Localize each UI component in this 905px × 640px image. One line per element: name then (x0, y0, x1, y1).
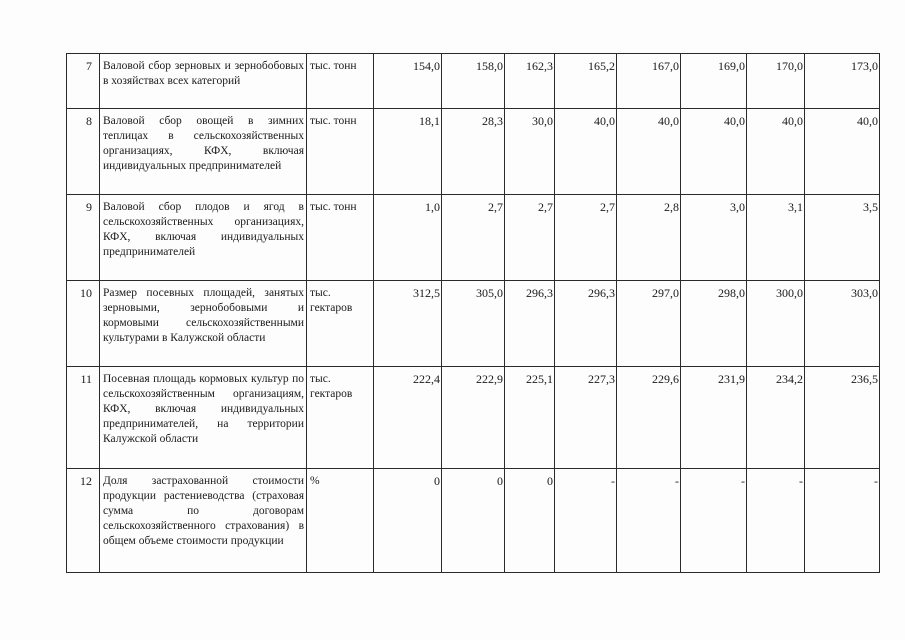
table-row (67, 469, 880, 573)
value-cell: 231,9 (681, 367, 747, 469)
row-number: 8 (67, 109, 100, 195)
value-cell: 2,7 (442, 195, 505, 281)
unit-cell: % (307, 469, 374, 573)
value-cell: 296,3 (505, 281, 555, 367)
indicator-name: Доля застрахованной стоимости продукции растениеводства (страховая сумма по договорам сельскохозяйственного страхования) в общем объеме стоимости продукции (100, 469, 307, 573)
value-cell: 170,0 (747, 54, 805, 109)
value-cell: 236,5 (805, 367, 880, 469)
value-cell: 2,7 (505, 195, 555, 281)
unit-cell: тыс. тонн (307, 109, 374, 195)
value-cell: 40,0 (681, 109, 747, 195)
table-row (67, 281, 880, 367)
value-cell: 300,0 (747, 281, 805, 367)
unit-cell: тыс. тонн (307, 195, 374, 281)
value-cell: 40,0 (805, 109, 880, 195)
value-cell: 227,3 (555, 367, 617, 469)
value-cell: 40,0 (617, 109, 681, 195)
value-cell: 225,1 (505, 367, 555, 469)
value-cell: 1,0 (374, 195, 442, 281)
value-cell: 28,3 (442, 109, 505, 195)
value-cell: 0 (505, 469, 555, 573)
value-cell: 3,5 (805, 195, 880, 281)
value-cell: 298,0 (681, 281, 747, 367)
value-cell: - (805, 469, 880, 573)
value-cell: 222,9 (442, 367, 505, 469)
value-cell: 297,0 (617, 281, 681, 367)
value-cell: 222,4 (374, 367, 442, 469)
value-cell: 2,7 (555, 195, 617, 281)
value-cell: 162,3 (505, 54, 555, 109)
indicators-table (66, 53, 880, 573)
value-cell: 3,0 (681, 195, 747, 281)
value-cell: - (617, 469, 681, 573)
value-cell: 229,6 (617, 367, 681, 469)
value-cell: 173,0 (805, 54, 880, 109)
table-row (67, 109, 880, 195)
indicator-name: Валовой сбор овощей в зимних теплицах в сельскохозяйственных организациях, КФХ, включая индивидуальных предпринимателей (100, 109, 307, 195)
value-cell: 169,0 (681, 54, 747, 109)
unit-cell: тыс. гектаров (307, 281, 374, 367)
value-cell: 40,0 (555, 109, 617, 195)
table-row (67, 54, 880, 109)
value-cell: 296,3 (555, 281, 617, 367)
value-cell: 305,0 (442, 281, 505, 367)
indicator-name: Валовой сбор зерновых и зернобобовых в хозяйствах всех категорий (100, 54, 307, 109)
value-cell: 165,2 (555, 54, 617, 109)
value-cell: 303,0 (805, 281, 880, 367)
indicator-name: Посевная площадь кормовых культур по сельскохозяйственным организациям, КФХ, включая индивидуальных предпринимателей, на территории Калужской области (100, 367, 307, 469)
indicator-name: Размер посевных площадей, занятых зерновыми, зернобобовыми и кормовыми сельскохозяйственными культурами в Калужской области (100, 281, 307, 367)
value-cell: 0 (374, 469, 442, 573)
unit-cell: тыс. гектаров (307, 367, 374, 469)
row-number: 10 (67, 281, 100, 367)
value-cell: 312,5 (374, 281, 442, 367)
value-cell: 234,2 (747, 367, 805, 469)
value-cell: - (681, 469, 747, 573)
value-cell: 2,8 (617, 195, 681, 281)
table-row (67, 195, 880, 281)
value-cell: 167,0 (617, 54, 681, 109)
row-number: 7 (67, 54, 100, 109)
value-cell: 158,0 (442, 54, 505, 109)
value-cell: 40,0 (747, 109, 805, 195)
unit-cell: тыс. тонн (307, 54, 374, 109)
value-cell: 154,0 (374, 54, 442, 109)
row-number: 12 (67, 469, 100, 573)
row-number: 9 (67, 195, 100, 281)
table-row (67, 367, 880, 469)
value-cell: - (555, 469, 617, 573)
value-cell: 3,1 (747, 195, 805, 281)
row-number: 11 (67, 367, 100, 469)
value-cell: 0 (442, 469, 505, 573)
value-cell: - (747, 469, 805, 573)
value-cell: 18,1 (374, 109, 442, 195)
value-cell: 30,0 (505, 109, 555, 195)
indicator-name: Валовой сбор плодов и ягод в сельскохозяйственных организациях, КФХ, включая индивидуальных предпринимателей (100, 195, 307, 281)
